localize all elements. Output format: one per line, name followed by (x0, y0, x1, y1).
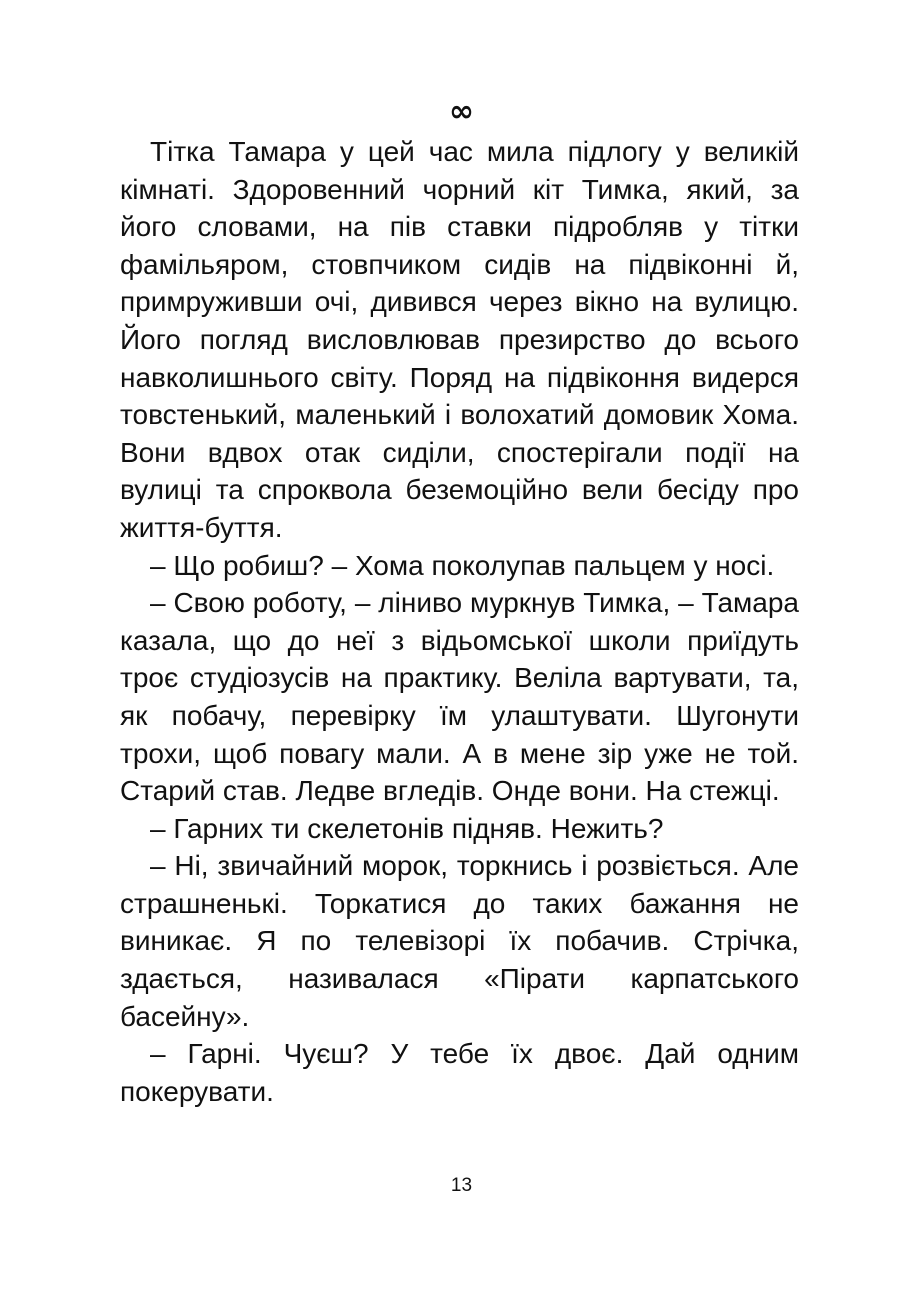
section-separator: ∞ (449, 94, 474, 129)
paragraph: – Ні, звичайний морок, торкнись і розвіється. Але страшненькі. Торкатися до таких бажання не виникає. Я по телевізорі їх побачив. Стрічка, здається, називалася «Пірати карпатського басейну». (120, 850, 799, 1032)
paragraph: – Свою роботу, – ліниво муркнув Тимка, – Тамара казала, що до неї з відьомської школи приїдуть троє студіозусів на практику. Веліла вартувати, та, як побачу, перевірку їм улаштувати. Шугонути трохи, щоб повагу мали. А в мене зір уже не той. Старий став. Ледве вгледів. Онде вони. На стежці. (120, 587, 799, 807)
paragraph: – Гарні. Чуєш? У тебе їх двоє. Дай одним покерувати. (120, 1038, 799, 1107)
paragraph: – Що робиш? – Хома поколупав пальцем у носі. (150, 549, 775, 581)
page-number: 13 (450, 1175, 473, 1196)
paragraph: – Гарних ти скелетонів підняв. Нежить? (150, 812, 664, 844)
paragraph: Тітка Тамара у цей час мила підлогу у великій кімнаті. Здоровенний чорний кіт Тимка, який, за його словами, на пів ставки підробляв у тітки фамільяром, стовпчиком сидів на підвіконні й, примруживши очі, дивився через вікно на вулицю. Його погляд висловлював презирство до всього навколишнього світу. Поряд на підвіконня видерся товстенький, маленький і волохатий домовик Хома. Вони вдвох отак сиділи, спостерігали події на вулиці та спроквола беземоційно вели бесіду про життя-буття. (120, 136, 799, 543)
body-text (120, 133, 799, 1110)
